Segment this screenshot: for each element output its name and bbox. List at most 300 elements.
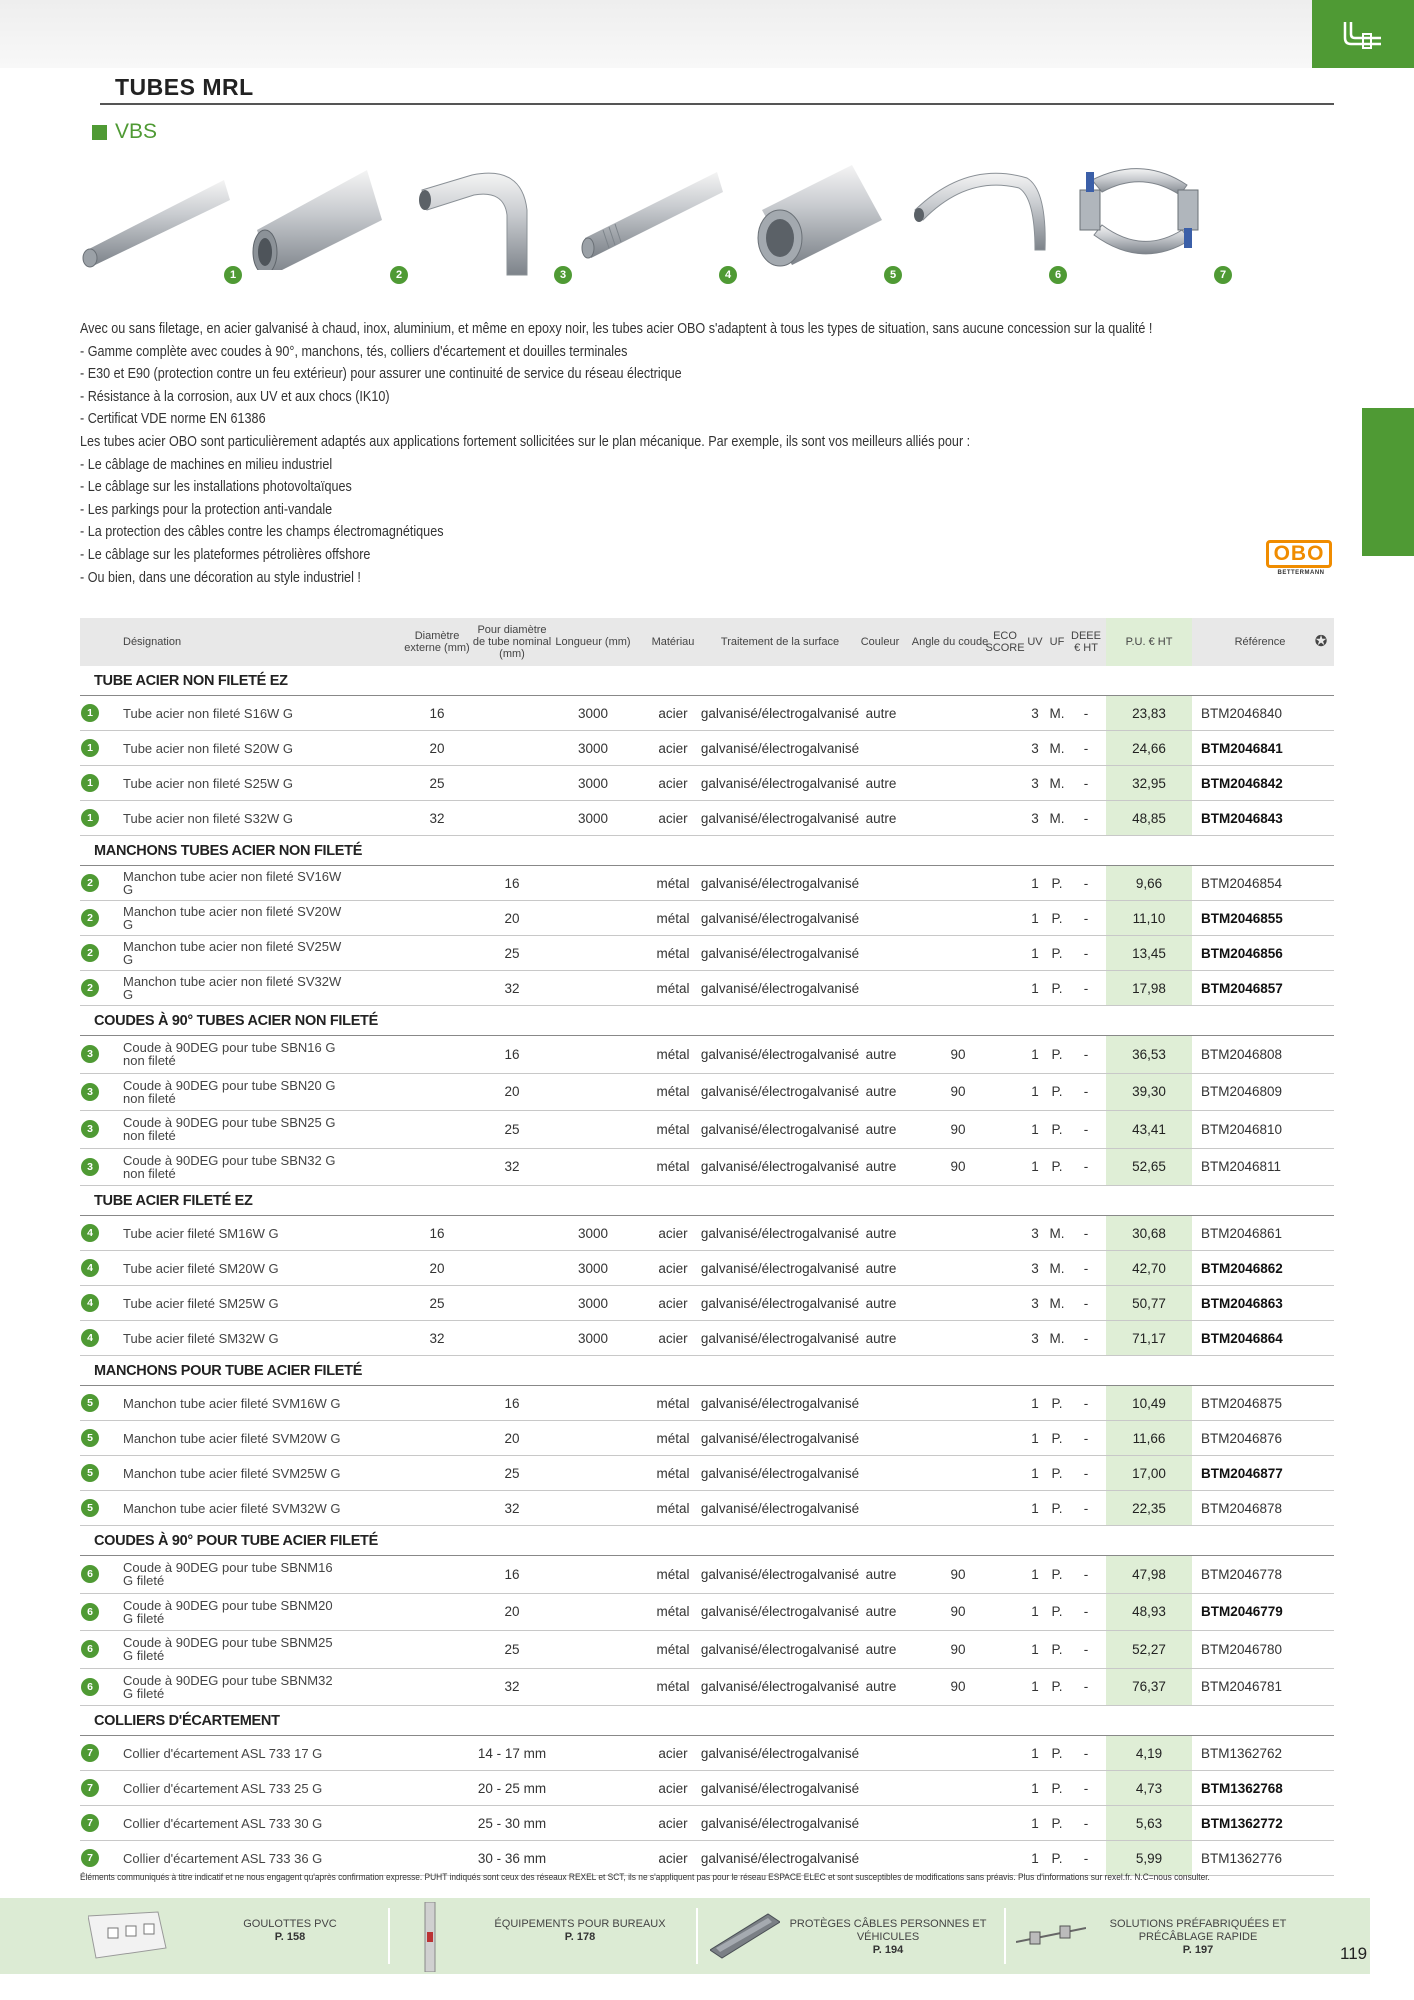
subtitle — [92, 120, 157, 144]
table-row — [80, 1111, 1334, 1149]
cell-uv: 1 — [1031, 1159, 1039, 1175]
intro-line: - Ou bien, dans une décoration au style industriel ! — [80, 568, 361, 586]
row-number-badge: 4 — [81, 1294, 99, 1312]
row-number-badge: 4 — [81, 1224, 99, 1242]
cell-longueur — [553, 1736, 633, 1770]
table-row — [80, 1771, 1334, 1806]
cell-deee: - — [1083, 875, 1089, 891]
cell-deee: - — [1083, 1084, 1089, 1100]
cell-reference[interactable]: BTM2046841 — [1201, 740, 1283, 756]
cell-couleur — [845, 971, 917, 1005]
product-image-tube-filete — [577, 150, 732, 295]
cell-reference[interactable]: BTM1362762 — [1201, 1745, 1283, 1761]
cell-diam-ext — [402, 1631, 472, 1668]
cell-materiau: acier — [658, 1780, 688, 1796]
cell-reference[interactable]: BTM2046876 — [1201, 1430, 1283, 1446]
cell-materiau: acier — [658, 1225, 688, 1241]
cell-traitement: galvanisé/électrogalvanisé — [700, 1046, 860, 1062]
cell-deee: - — [1083, 980, 1089, 996]
cell-deee: - — [1083, 1159, 1089, 1175]
footer-item-goulottes[interactable] — [80, 1898, 380, 1974]
cell-designation: Collier d'écartement ASL 733 25 G — [123, 1780, 323, 1796]
cell-materiau: acier — [658, 740, 688, 756]
cell-longueur — [553, 1556, 633, 1593]
intro-line: Avec ou sans filetage, en acier galvanisé à chaud, inox, aluminium, et même en epoxy noir, les tubes acier OBO s'adaptent à tous les types de situation, sans aucune concession sur la qualité ! — [80, 320, 1153, 337]
table-row — [80, 1456, 1334, 1491]
cell-reference[interactable]: BTM2046781 — [1201, 1679, 1283, 1695]
cell-price: 11,66 — [1132, 1430, 1166, 1446]
cell-longueur: 3000 — [577, 1260, 609, 1276]
cell-reference[interactable]: BTM2046808 — [1201, 1046, 1283, 1062]
cell-reference[interactable]: BTM2046877 — [1201, 1465, 1283, 1481]
table-body — [80, 666, 1334, 1876]
table-row — [80, 901, 1334, 936]
cell-materiau: métal — [656, 1465, 690, 1481]
cell-reference[interactable]: BTM2046809 — [1201, 1084, 1283, 1100]
th-materiau: Matériau — [651, 636, 695, 648]
cell-deee: - — [1083, 1121, 1089, 1137]
cell-price: 48,93 — [1132, 1604, 1166, 1620]
cell-materiau: métal — [656, 1679, 690, 1695]
cell-reference[interactable]: BTM2046875 — [1201, 1395, 1283, 1411]
cell-uv: 1 — [1031, 1745, 1039, 1761]
cell-price: 5,99 — [1135, 1850, 1163, 1866]
cell-angle — [918, 696, 998, 730]
cell-longueur — [553, 1074, 633, 1111]
cell-uv: 1 — [1031, 945, 1039, 961]
product-table — [80, 618, 1334, 1876]
cell-price: 24,66 — [1132, 740, 1166, 756]
row-number-badge: 2 — [81, 944, 99, 962]
cell-couleur — [845, 1386, 917, 1420]
th-ref: Référence — [1234, 636, 1286, 648]
cell-diam-ext — [402, 1594, 472, 1631]
cell-price: 13,45 — [1132, 945, 1166, 961]
intro-line: - Certificat VDE norme EN 61386 — [80, 410, 266, 428]
table-row — [80, 1841, 1334, 1876]
cell-uf: P. — [1051, 1679, 1063, 1695]
cell-traitement: galvanisé/électrogalvanisé — [700, 1395, 860, 1411]
cell-angle — [918, 1216, 998, 1250]
cell-diam-nom: 16 — [504, 1046, 520, 1062]
cell-longueur — [553, 1771, 633, 1805]
cell-angle — [918, 1386, 998, 1420]
cell-uv: 1 — [1031, 1641, 1039, 1657]
cell-uv: 1 — [1031, 1815, 1039, 1831]
cell-price: 39,30 — [1132, 1084, 1166, 1100]
cell-couleur — [845, 901, 917, 935]
cell-uv: 1 — [1031, 1500, 1039, 1516]
product-number: 4 — [719, 266, 737, 284]
cell-couleur: autre — [865, 1159, 897, 1175]
cell-uv: 1 — [1031, 1121, 1039, 1137]
th-designation: Désignation — [123, 636, 182, 648]
table-row — [80, 866, 1334, 901]
cell-longueur: 3000 — [577, 1330, 609, 1346]
table-row — [80, 1421, 1334, 1456]
table-row — [80, 1736, 1334, 1771]
row-number-badge: 2 — [81, 979, 99, 997]
cell-materiau: métal — [656, 1084, 690, 1100]
cell-traitement: galvanisé/électrogalvanisé — [700, 705, 860, 721]
cell-uf: P. — [1051, 1500, 1063, 1516]
cell-uf: P. — [1051, 980, 1063, 996]
cell-diam-nom — [472, 1251, 552, 1285]
cell-deee: - — [1083, 1295, 1089, 1311]
table-row — [80, 1491, 1334, 1526]
cell-couleur — [845, 1841, 917, 1875]
cell-deee: - — [1083, 910, 1089, 926]
cell-uf: P. — [1051, 1815, 1063, 1831]
cell-longueur — [553, 1841, 633, 1875]
table-header — [80, 618, 1334, 666]
cell-deee: - — [1083, 1745, 1089, 1761]
cell-angle: 90 — [950, 1641, 966, 1657]
cell-longueur — [553, 936, 633, 970]
cell-price: 9,66 — [1135, 875, 1163, 891]
cell-uv: 1 — [1031, 1465, 1039, 1481]
cell-angle — [918, 1771, 998, 1805]
cell-longueur — [553, 1149, 633, 1186]
cell-angle — [918, 866, 998, 900]
cell-longueur — [553, 1806, 633, 1840]
cell-couleur: autre — [865, 1046, 897, 1062]
cable-protector-icon — [710, 1910, 780, 1960]
cell-reference[interactable]: BTM2046854 — [1201, 875, 1283, 891]
cell-diam-ext: 16 — [429, 1225, 445, 1241]
cell-uf: P. — [1051, 945, 1063, 961]
goulotte-icon — [88, 1908, 168, 1964]
cell-deee: - — [1083, 1465, 1089, 1481]
cell-deee: - — [1083, 775, 1089, 791]
cell-reference[interactable]: BTM2046878 — [1201, 1500, 1283, 1516]
cell-reference[interactable]: BTM2046842 — [1201, 775, 1283, 791]
disclaimer: Éléments communiqués à titre indicatif et ne nous engagent qu'après confirmation expresse. PUHT indiqués sont ceux des réseaux REXEL et SCT, ils ne s'appliquent pas pour le réseau ESPACE ELEC et sont susceptibles de modifications sans préavis. Plus d'informations sur rexel.fr. N.C=nous consulter. — [80, 1872, 1210, 1883]
cell-designation: Coude à 90DEG pour tube SBNM25 G fileté — [123, 1635, 333, 1664]
cell-materiau: acier — [658, 810, 688, 826]
cell-deee: - — [1083, 1679, 1089, 1695]
cell-price: 17,00 — [1132, 1465, 1166, 1481]
cell-angle — [918, 801, 998, 835]
cell-designation: Manchon tube acier fileté SVM25W G — [123, 1465, 341, 1481]
cell-reference[interactable]: BTM2046779 — [1201, 1604, 1283, 1620]
cell-diam-nom: 25 — [504, 1641, 520, 1657]
cell-diam-ext — [402, 1111, 472, 1148]
cell-diam-nom: 20 - 25 mm — [477, 1780, 547, 1796]
cell-couleur: autre — [865, 1566, 897, 1582]
cell-reference[interactable]: BTM2046862 — [1201, 1260, 1283, 1276]
cell-longueur: 3000 — [577, 740, 609, 756]
cell-diam-ext — [402, 901, 472, 935]
product-image-collier — [1072, 150, 1227, 295]
cell-reference[interactable]: BTM2046861 — [1201, 1225, 1283, 1241]
footer-item-bureaux[interactable] — [400, 1898, 700, 1974]
cell-designation: Coude à 90DEG pour tube SBN20 G non fileté — [123, 1077, 336, 1106]
cell-uf: P. — [1051, 910, 1063, 926]
cell-deee: - — [1083, 945, 1089, 961]
cell-traitement: galvanisé/électrogalvanisé — [700, 1121, 860, 1137]
cell-uf: M. — [1049, 1295, 1065, 1311]
cell-longueur — [553, 1036, 633, 1073]
row-number-badge: 6 — [81, 1640, 99, 1658]
cell-materiau: métal — [656, 1395, 690, 1411]
cell-diam-ext: 32 — [429, 810, 445, 826]
cell-diam-nom: 14 - 17 mm — [477, 1745, 547, 1761]
footer-links — [0, 1898, 1370, 1974]
cell-deee: - — [1083, 1225, 1089, 1241]
cell-uv: 3 — [1031, 1225, 1039, 1241]
cell-angle — [918, 731, 998, 765]
footer-page: P. 158 — [274, 1931, 306, 1943]
cell-materiau: métal — [656, 1604, 690, 1620]
cell-reference[interactable]: BTM2046843 — [1201, 810, 1283, 826]
cell-reference[interactable]: BTM2046778 — [1201, 1566, 1283, 1582]
cell-designation: Tube acier fileté SM16W G — [123, 1225, 279, 1241]
row-number-badge: 7 — [81, 1814, 99, 1832]
cell-uv: 3 — [1031, 810, 1039, 826]
cell-diam-nom: 20 — [504, 1604, 520, 1620]
cell-reference[interactable]: BTM2046811 — [1201, 1159, 1282, 1175]
cell-diam-ext — [402, 936, 472, 970]
cell-uv: 1 — [1031, 1084, 1039, 1100]
cell-traitement: galvanisé/électrogalvanisé — [700, 910, 860, 926]
th-uf: UF — [1049, 636, 1065, 648]
title-rule — [100, 103, 1334, 105]
cell-designation: Tube acier fileté SM25W G — [123, 1295, 279, 1311]
cell-deee: - — [1083, 740, 1089, 756]
cell-diam-nom — [472, 766, 552, 800]
cell-price: 4,73 — [1135, 1780, 1163, 1796]
cell-longueur — [553, 1631, 633, 1668]
row-number-badge: 1 — [81, 704, 99, 722]
cell-couleur — [845, 1491, 917, 1525]
cell-angle: 90 — [950, 1566, 966, 1582]
cell-diam-nom: 16 — [504, 875, 520, 891]
cell-materiau: métal — [656, 1159, 690, 1175]
cell-traitement: galvanisé/électrogalvanisé — [700, 1225, 860, 1241]
cell-price: 42,70 — [1132, 1260, 1166, 1276]
cell-deee: - — [1083, 1641, 1089, 1657]
th-couleur: Couleur — [860, 636, 900, 648]
obo-logo-text: OBO — [1266, 540, 1332, 568]
cell-uv: 1 — [1031, 980, 1039, 996]
table-row — [80, 1251, 1334, 1286]
product-image-coude-filete — [907, 150, 1062, 295]
cell-uv: 1 — [1031, 910, 1039, 926]
footer-page: P. 197 — [1182, 1944, 1214, 1956]
intro-line: - Les parkings pour la protection anti-vandale — [80, 500, 333, 518]
cell-angle — [918, 971, 998, 1005]
table-row — [80, 1286, 1334, 1321]
top-band — [0, 0, 1312, 68]
cell-traitement: galvanisé/électrogalvanisé — [700, 1084, 860, 1100]
cell-traitement: galvanisé/électrogalvanisé — [700, 740, 860, 756]
table-row — [80, 1149, 1334, 1187]
cell-angle — [918, 1806, 998, 1840]
cell-deee: - — [1083, 1500, 1089, 1516]
side-tab — [1362, 408, 1414, 556]
cell-diam-ext — [402, 1491, 472, 1525]
cell-reference[interactable]: BTM2046864 — [1201, 1330, 1283, 1346]
cell-angle — [918, 901, 998, 935]
cell-reference[interactable]: BTM2046840 — [1201, 705, 1283, 721]
cell-price: 10,49 — [1132, 1395, 1166, 1411]
cell-reference[interactable]: BTM1362776 — [1201, 1850, 1283, 1866]
cell-couleur — [845, 1736, 917, 1770]
subtitle-square-icon — [92, 125, 107, 140]
row-number-badge: 6 — [81, 1565, 99, 1583]
cell-uv: 1 — [1031, 1566, 1039, 1582]
cell-reference[interactable]: BTM2046855 — [1201, 910, 1283, 926]
cell-traitement: galvanisé/électrogalvanisé — [700, 1780, 860, 1796]
th-eco: ECO SCORE — [985, 630, 1025, 654]
cell-deee: - — [1083, 810, 1089, 826]
cell-longueur: 3000 — [577, 1295, 609, 1311]
cell-traitement: galvanisé/électrogalvanisé — [700, 1815, 860, 1831]
cell-materiau: métal — [656, 945, 690, 961]
cell-traitement: galvanisé/électrogalvanisé — [700, 875, 860, 891]
cell-uf: M. — [1049, 1330, 1065, 1346]
cell-couleur: autre — [865, 1330, 897, 1346]
cell-materiau: acier — [658, 775, 688, 791]
cell-designation: Collier d'écartement ASL 733 36 G — [123, 1850, 323, 1866]
cell-designation: Tube acier fileté SM32W G — [123, 1330, 279, 1346]
cell-couleur — [845, 936, 917, 970]
prewiring-icon — [1016, 1918, 1086, 1954]
cell-diam-nom: 32 — [504, 1159, 520, 1175]
section-title: MANCHONS POUR TUBE ACIER FILETÉ — [80, 1356, 1334, 1386]
section-title: MANCHONS TUBES ACIER NON FILETÉ — [80, 836, 1334, 866]
cell-couleur: autre — [865, 1084, 897, 1100]
cell-designation: Coude à 90DEG pour tube SBN32 G non fileté — [123, 1152, 336, 1181]
cell-diam-ext — [402, 1074, 472, 1111]
cell-traitement: galvanisé/électrogalvanisé — [700, 1500, 860, 1516]
cell-reference[interactable]: BTM2046863 — [1201, 1295, 1283, 1311]
table-row — [80, 1216, 1334, 1251]
cell-uv: 1 — [1031, 1430, 1039, 1446]
cell-deee: - — [1083, 1330, 1089, 1346]
cell-reference[interactable]: BTM2046857 — [1201, 980, 1283, 996]
office-column-icon — [420, 1902, 440, 1972]
table-row — [80, 1594, 1334, 1632]
row-number-badge: 6 — [81, 1603, 99, 1621]
cell-designation: Coude à 90DEG pour tube SBN16 G non fileté — [123, 1040, 336, 1069]
cell-longueur — [553, 1669, 633, 1706]
cell-reference[interactable]: BTM2046810 — [1201, 1121, 1283, 1137]
cell-designation: Manchon tube acier non fileté SV32W G — [123, 974, 342, 1002]
row-number-badge: 7 — [81, 1744, 99, 1762]
table-row — [80, 766, 1334, 801]
footer-item-solutions[interactable] — [1012, 1898, 1312, 1974]
row-number-badge: 1 — [81, 774, 99, 792]
th-traitement: Traitement de la surface — [720, 636, 840, 648]
cell-materiau: acier — [658, 1295, 688, 1311]
section-title: COUDES À 90° POUR TUBE ACIER FILETÉ — [80, 1526, 1334, 1556]
table-row — [80, 1386, 1334, 1421]
cell-price: 50,77 — [1132, 1295, 1166, 1311]
cell-uv: 3 — [1031, 705, 1039, 721]
cell-price: 71,17 — [1132, 1330, 1166, 1346]
cell-reference[interactable]: BTM2046856 — [1201, 945, 1283, 961]
cell-longueur — [553, 1594, 633, 1631]
table-row — [80, 1556, 1334, 1594]
cell-couleur: autre — [865, 1295, 897, 1311]
cell-longueur — [553, 1491, 633, 1525]
cell-diam-ext — [402, 1149, 472, 1186]
cell-reference[interactable]: BTM1362768 — [1201, 1780, 1283, 1796]
cell-price: 23,83 — [1132, 705, 1166, 721]
th-diam-ext: Diamètre externe (mm) — [404, 630, 470, 654]
cell-price: 5,63 — [1135, 1815, 1163, 1831]
cell-angle: 90 — [950, 1121, 966, 1137]
cell-price: 52,27 — [1132, 1641, 1166, 1657]
cell-angle — [918, 1841, 998, 1875]
row-number-badge: 2 — [81, 909, 99, 927]
cell-uf: M. — [1049, 1225, 1065, 1241]
cell-uf: M. — [1049, 740, 1065, 756]
cell-traitement: galvanisé/électrogalvanisé — [700, 1330, 860, 1346]
cell-diam-ext — [402, 1736, 472, 1770]
cell-couleur: autre — [865, 1604, 897, 1620]
cell-diam-ext — [402, 866, 472, 900]
cell-materiau: métal — [656, 1566, 690, 1582]
cell-uv: 3 — [1031, 1260, 1039, 1276]
cell-diam-nom: 20 — [504, 1430, 520, 1446]
cell-angle — [918, 766, 998, 800]
th-pu: P.U. € HT — [1125, 636, 1173, 648]
cell-reference[interactable]: BTM2046780 — [1201, 1641, 1283, 1657]
cell-diam-ext — [402, 1806, 472, 1840]
cell-traitement: galvanisé/électrogalvanisé — [700, 1295, 860, 1311]
cell-traitement: galvanisé/électrogalvanisé — [700, 1679, 860, 1695]
cell-couleur: autre — [865, 1679, 897, 1695]
row-number-badge: 1 — [81, 739, 99, 757]
cell-uf: P. — [1051, 1395, 1063, 1411]
product-number: 7 — [1214, 266, 1232, 284]
cell-designation: Manchon tube acier fileté SVM32W G — [123, 1500, 341, 1516]
cell-materiau: métal — [656, 1641, 690, 1657]
cell-angle — [918, 1736, 998, 1770]
cell-couleur — [845, 1421, 917, 1455]
cell-uf: M. — [1049, 705, 1065, 721]
cell-traitement: galvanisé/électrogalvanisé — [700, 775, 860, 791]
cell-diam-nom: 32 — [504, 1500, 520, 1516]
section-title: COLLIERS D'ÉCARTEMENT — [80, 1706, 1334, 1736]
th-uv: UV — [1027, 636, 1043, 648]
cell-materiau: acier — [658, 1815, 688, 1831]
table-row — [80, 1631, 1334, 1669]
cell-designation: Manchon tube acier fileté SVM16W G — [123, 1395, 341, 1411]
cell-diam-ext — [402, 1456, 472, 1490]
row-number-badge: 7 — [81, 1779, 99, 1797]
product-image-manchon-filete — [742, 150, 897, 295]
cell-price: 22,35 — [1132, 1500, 1166, 1516]
product-number: 5 — [884, 266, 902, 284]
cell-reference[interactable]: BTM1362772 — [1201, 1815, 1283, 1831]
cell-uf: P. — [1051, 875, 1063, 891]
product-images — [82, 150, 1262, 295]
cell-price: 36,53 — [1132, 1046, 1166, 1062]
cell-diam-nom: 25 - 30 mm — [477, 1815, 547, 1831]
page-number: 119 — [1340, 1944, 1368, 1963]
cell-diam-ext: 32 — [429, 1330, 445, 1346]
footer-item-proteges[interactable] — [708, 1898, 1008, 1974]
cell-uf: P. — [1051, 1745, 1063, 1761]
cell-uf: P. — [1051, 1780, 1063, 1796]
section-title: TUBE ACIER NON FILETÉ EZ — [80, 666, 1334, 696]
cell-price: 48,85 — [1132, 810, 1166, 826]
cell-uf: P. — [1051, 1430, 1063, 1446]
